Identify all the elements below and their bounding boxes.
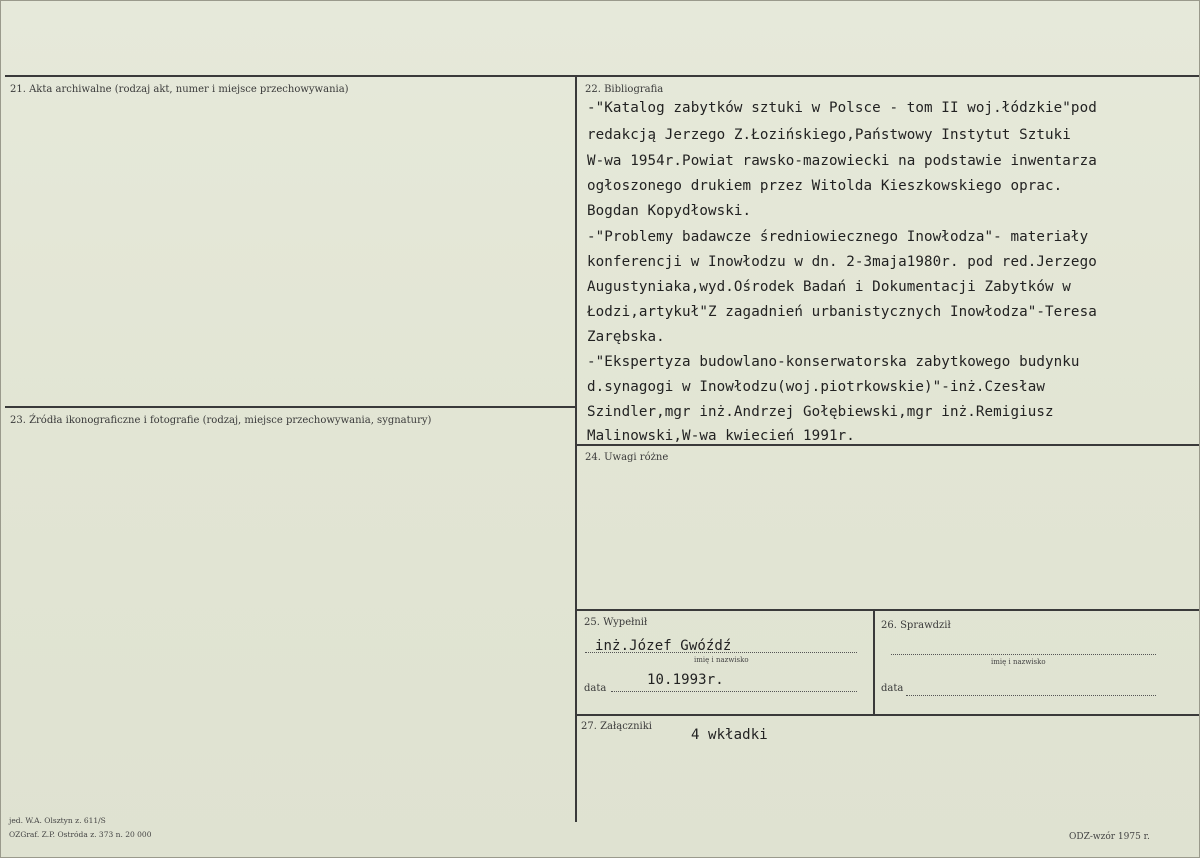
form-identifier: ODZ-wzór 1975 r. — [1069, 832, 1150, 842]
checked-by-date-line — [906, 695, 1156, 696]
center-divider — [575, 76, 577, 822]
bibliography-line: -"Ekspertyza budowlano-konserwatorska zabytkowego budynku — [587, 354, 1080, 370]
checked-by-name-caption: imię i nazwisko — [991, 658, 1046, 666]
filled-by-date-line — [611, 691, 857, 692]
checked-by-name-line — [891, 654, 1156, 655]
filled-by-name: inż.Józef Gwóźdź — [595, 638, 732, 654]
bibliography-line: Augustyniaka,wyd.Ośrodek Badań i Dokumentacji Zabytków w — [587, 279, 1071, 295]
bibliography-line: d.synagogi w Inowłodzu(woj.piotrkowskie)"-inż.Czesław — [587, 379, 1046, 395]
bibliography-line: Łodzi,artykuł"Z zagadnień urbanistycznych Inowłodza"-Teresa — [587, 304, 1097, 320]
top-rule — [5, 75, 1199, 77]
bibliography-line: Szindler,mgr inż.Andrzej Gołębiewski,mgr inż.Remigiusz — [587, 404, 1054, 420]
bibliography-line: Bogdan Kopydłowski. — [587, 203, 752, 219]
bibliography-line: Zarębska. — [587, 329, 665, 345]
filled-by-name-line — [585, 652, 857, 653]
field-25-label: 25. Wypełnił — [584, 617, 648, 628]
attachments-top-rule — [576, 714, 1199, 716]
field-22-label: 22. Bibliografia — [585, 84, 664, 95]
bibliography-line: redakcją Jerzego Z.Łozińskiego,Państwowy Instytut Sztuki — [587, 127, 1071, 143]
filled-by-name-caption: imię i nazwisko — [694, 656, 749, 664]
signatures-top-rule — [576, 609, 1199, 611]
left-section-divider — [5, 406, 577, 408]
bibliography-line: konferencji w Inowłodzu w dn. 2-3maja1980r. pod red.Jerzego — [587, 254, 1097, 270]
bibliography-line: W-wa 1954r.Powiat rawsko-mazowiecki na podstawie inwentarza — [587, 153, 1097, 169]
printer-info-line-2: OZGraf. Z.P. Ostróda z. 373 n. 20 000 — [9, 830, 152, 839]
field-21-label: 21. Akta archiwalne (rodzaj akt, numer i miejsce przechowywania) — [10, 84, 349, 95]
bibliography-line: -"Problemy badawcze średniowiecznego Inowłodza"- materiały — [587, 229, 1089, 245]
signatures-divider — [873, 610, 875, 715]
printer-info-line-1: jed. W.A. Olsztyn z. 611/S — [9, 816, 106, 825]
bibliography-line: Malinowski,W-wa kwiecień 1991r. — [587, 428, 855, 444]
bibliography-line: ogłoszonego drukiem przez Witolda Kieszkowskiego oprac. — [587, 178, 1063, 194]
filled-by-date-label: data — [584, 683, 607, 694]
filled-by-date: 10.1993r. — [647, 672, 724, 688]
field-23-label: 23. Źródła ikonograficzne i fotografie (rodzaj, miejsce przechowywania, sygnatury) — [10, 415, 432, 426]
field-24-label: 24. Uwagi różne — [585, 452, 669, 463]
attachments-value: 4 wkładki — [691, 727, 768, 743]
bibliography-line: -"Katalog zabytków sztuki w Polsce - tom II woj.łódzkie"pod — [587, 100, 1097, 116]
field-27-label: 27. Załączniki — [581, 721, 652, 732]
bibliography-bottom-rule — [576, 444, 1199, 446]
field-26-label: 26. Sprawdził — [881, 620, 951, 631]
checked-by-date-label: data — [881, 683, 904, 694]
